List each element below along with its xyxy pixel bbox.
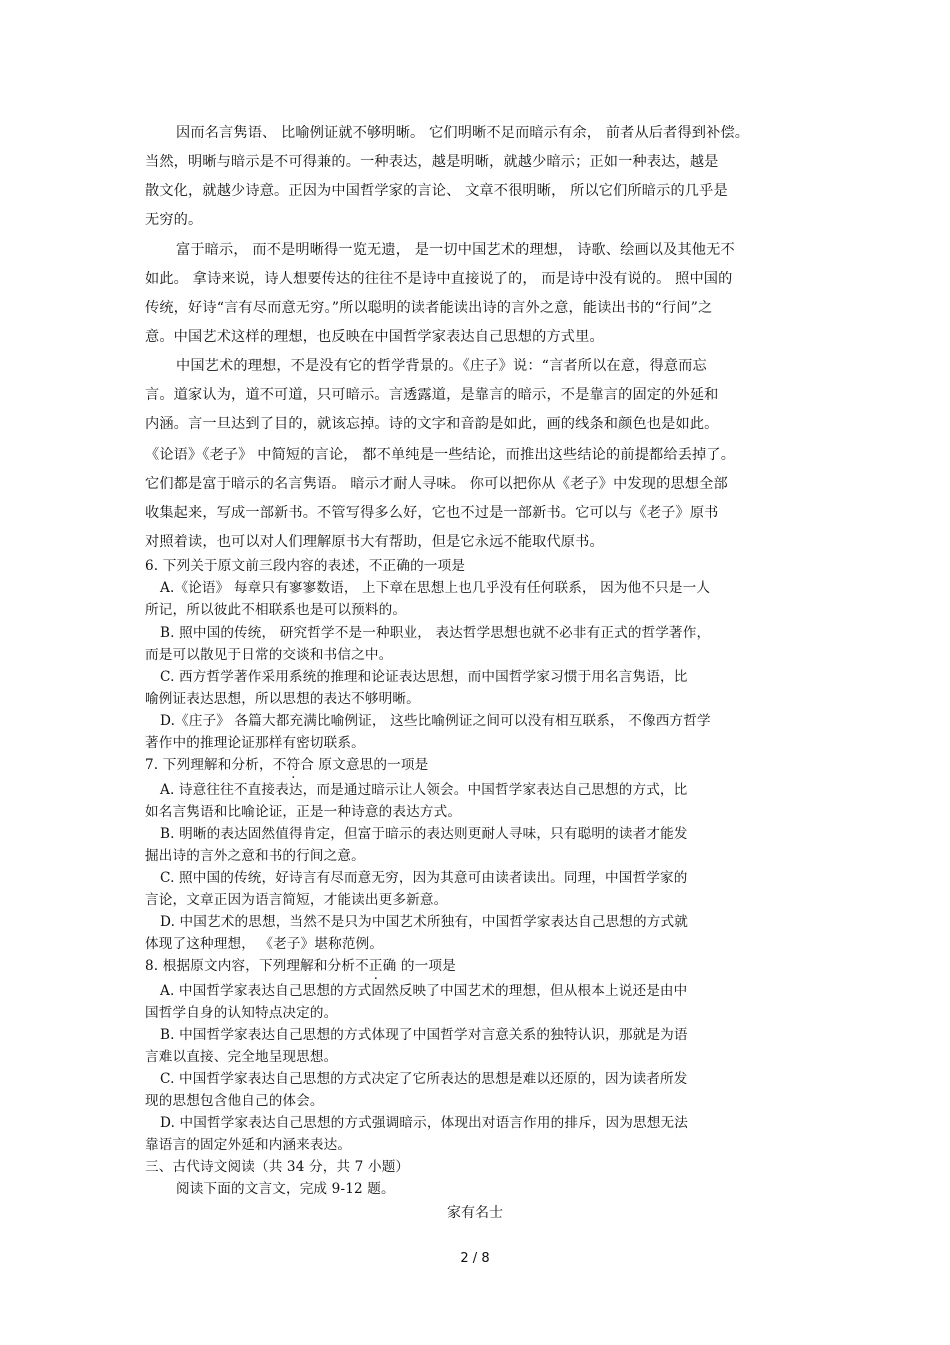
q7-option-d-line-1: D. 中国艺术的思想，当然不是只为中国艺术所独有，中国哲学家表达自己思想的方式就 (160, 914, 689, 930)
passage-p2-line-1: 富于暗示， 而不是明晰得一览无遗， 是一切中国艺术的理想， 诗歌、绘画以及其他无不 (176, 242, 735, 258)
section-3-instruction: 阅读下面的文言文，完成 9-12 题。 (176, 1181, 395, 1197)
q6-option-c-line-2: 喻例证表达思想，所以思想的表达不够明晰。 (145, 691, 420, 707)
q8-stem-emphasis: 不正确 (355, 958, 397, 974)
q8-option-a-line-1: A. 中国哲学家表达自己思想的方式固然反映了中国艺术的理想，但从根本上说还是由中 (160, 983, 688, 999)
q8-option-d-line-1: D. 中国哲学家表达自己思想的方式强调暗示，体现出对语言作用的排斥，因为思想无法 (160, 1115, 689, 1131)
q7-stem (145, 756, 428, 774)
q6-option-b-line-2: 而是可以散见于日常的交谈和书信之中。 (145, 647, 393, 663)
q7-option-b-line-2: 掘出诗的言外之意和书的行间之意。 (145, 848, 365, 864)
section-3-heading: 三、古代诗文阅读（共 34 分，共 7 小题） (145, 1159, 410, 1175)
q7-option-c-line-1: C. 照中国的传统，好诗言有尽而意无穷，因为其意可由读者读出。同理，中国哲学家的 (160, 870, 688, 886)
passage-p3-line-2: 言。道家认为，道不可道，只可暗示。言透露道，是靠言的暗示，不是靠言的固定的外延和 (145, 387, 719, 403)
q7-option-a-line-1: A. 诗意往往不直接表达，而是通过暗示让人领会。中国哲学家表达自己思想的方式，比 (160, 782, 688, 798)
q6-stem: 6. 下列关于原文前三段内容的表述，不正确的一项是 (145, 558, 466, 574)
q8-option-c-line-1: C. 中国哲学家表达自己思想的方式决定了它所表达的思想是难以还原的，因为读者所发 (160, 1071, 688, 1087)
passage-p1-line-2: 当然，明晰与暗示是不可得兼的。一种表达，越是明晰，就越少暗示；正如一种表达，越是 (145, 154, 719, 170)
q6-option-c-line-1: C. 西方哲学著作采用系统的推理和论证表达思想，而中国哲学家习惯于用名言隽语，比 (160, 669, 688, 685)
q8-stem-before: 8. 根据原文内容，下列理解和分析 (145, 958, 356, 974)
passage-p3-line-1: 中国艺术的理想，不是没有它的哲学背景的。《庄子》说：“言者所以在意，得意而忘 (176, 358, 707, 374)
passage-p1-line-3: 散文化，就越少诗意。正因为中国哲学家的言论、 文章不很明晰， 所以它们所暗示的几乎是 (145, 183, 728, 199)
q8-option-b-line-1: B. 中国哲学家表达自己思想的方式体现了中国哲学对言意关系的独特认识，那就是为语 (160, 1027, 688, 1043)
q8-option-d-line-2: 靠语言的固定外延和内涵来表达。 (145, 1137, 352, 1153)
passage-p2-line-4: 意。中国艺术这样的理想，也反映在中国哲学家表达自己思想的方式里。 (145, 329, 604, 345)
q8-option-c-line-2: 现的思想包含他自己的体会。 (145, 1093, 324, 1109)
q7-option-a-line-2: 如名言隽语和比喻论证，正是一种诗意的表达方式。 (145, 804, 462, 820)
q7-stem-emphasis: 不符合 (272, 757, 314, 773)
passage-p1-line-1: 因而名言隽语、 比喻例证就不够明晰。 它们明晰不足而暗示有余， 前者从后者得到补偿。 (176, 125, 750, 141)
passage-p2-line-2: 如此。 拿诗来说，诗人想要传达的往往不是诗中直接说了的， 而是诗中没有说的。 照中国的 (145, 271, 733, 287)
q6-option-a-line-1: A.《论语》 每章只有寥寥数语， 上下章在思想上也几乎没有任何联系， 因为他不只是一人 (160, 580, 711, 596)
q6-option-d-line-2: 著作中的推理论证那样有密切联系。 (145, 735, 365, 751)
classical-text-title: 家有名士 (447, 1205, 503, 1221)
passage-p3-line-6: 收集起来，写成一部新书。不管写得多么好，它也不过是一部新书。它可以与《老子》原书 (145, 505, 719, 521)
page-number: 2 / 8 (460, 1251, 490, 1266)
q6-option-a-line-2: 所记，所以彼此不相联系也是可以预料的。 (145, 602, 407, 618)
q7-option-c-line-2: 言论，文章正因为语言简短，才能读出更多新意。 (145, 892, 448, 908)
q7-option-d-line-2: 体现了这种理想， 《老子》堪称范例。 (145, 936, 384, 952)
passage-p1-line-4: 无穷的。 (145, 212, 203, 228)
passage-p3-line-5: 它们都是富于暗示的名言隽语。 暗示才耐人寻味。 你可以把你从《老子》中发现的思想全部 (145, 476, 728, 492)
q7-option-b-line-1: B. 明晰的表达固然值得肯定，但富于暗示的表达则更耐人寻味，只有聪明的读者才能发 (160, 826, 688, 842)
q7-stem-before: 7. 下列理解和分析， (145, 757, 273, 773)
passage-p2-line-3: 传统，好诗“言有尽而意无穷。”所以聪明的读者能读出诗的言外之意，能读出书的“行间”之 (145, 300, 713, 316)
q6-option-d-line-1: D.《庄子》 各篇大都充满比喻例证， 这些比喻例证之间可以没有相互联系， 不像西方哲学 (160, 713, 711, 729)
passage-p3-line-4: 《论语》《老子》 中简短的言论， 都不单纯是一些结论，而推出这些结论的前提都给丢掉了。 (145, 447, 736, 463)
q8-stem-after: 的一项是 (396, 958, 456, 974)
q6-option-b-line-1: B. 照中国的传统， 研究哲学不是一种职业， 表达哲学思想也就不必非有正式的哲学著作， (160, 625, 711, 641)
q8-option-a-line-2: 国哲学自身的认知特点决定的。 (145, 1005, 338, 1021)
passage-p3-line-3: 内涵。言一旦达到了目的，就该忘掉。诗的文字和音韵是如此，画的线条和颜色也是如此。 (145, 416, 719, 432)
q8-option-b-line-2: 言难以直接、完全地呈现思想。 (145, 1049, 338, 1065)
q8-stem (145, 957, 456, 975)
passage-p3-line-7: 对照着读，也可以对人们理解原书大有帮助，但是它永远不能取代原书。 (145, 534, 604, 550)
q7-stem-after: 原文意思的一项是 (313, 757, 429, 773)
